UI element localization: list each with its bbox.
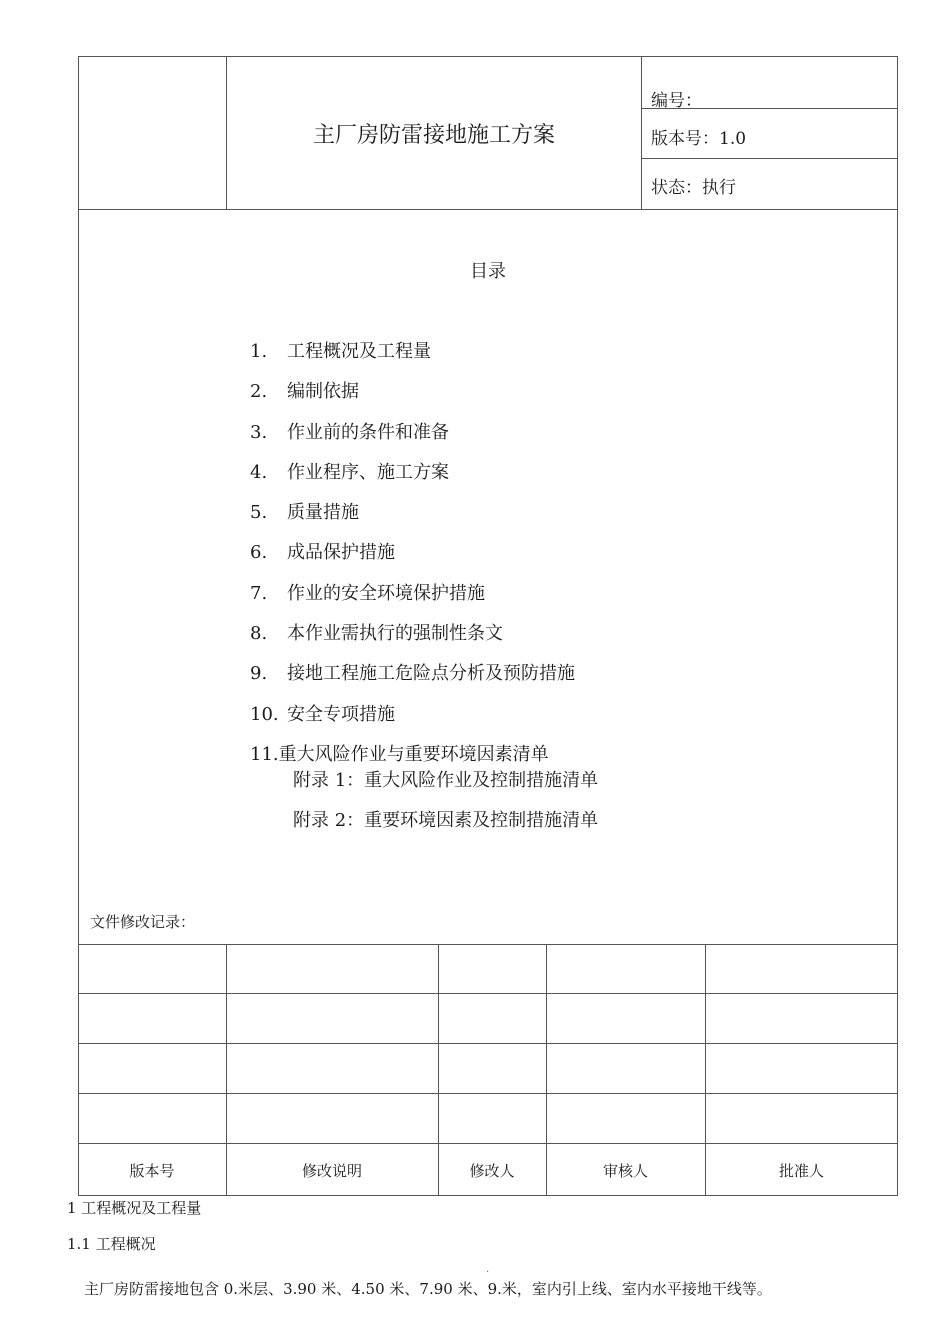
rev-hline-3 bbox=[78, 1093, 898, 1094]
header-vline-2 bbox=[641, 56, 642, 209]
toc-item bbox=[250, 337, 431, 363]
toc-item bbox=[250, 619, 503, 645]
toc-item-number: 7. bbox=[250, 583, 268, 604]
toc-item bbox=[250, 498, 359, 524]
frame-top bbox=[78, 56, 898, 57]
toc-item bbox=[250, 740, 549, 766]
toc-item-number: 10. bbox=[250, 704, 279, 725]
toc-item-number: 5. bbox=[250, 502, 268, 523]
section-paragraph: 主厂房防雷接地包含 0.米层、3.90 米、4.50 米、7.90 米、9.米，室内引上线、室内水平接地干线等。 bbox=[84, 1280, 772, 1298]
revision-col-modifier: 修改人 bbox=[469, 1162, 515, 1180]
rev-hline-1 bbox=[78, 993, 898, 994]
revision-col-description: 修改说明 bbox=[301, 1162, 362, 1180]
toc-item-text: 接地工程施工危险点分析及预防措施 bbox=[287, 663, 575, 684]
toc-appendix: 附录 1：重大风险作业及控制措施清单 bbox=[293, 770, 599, 791]
toc-item-text: 本作业需执行的强制性条文 bbox=[287, 623, 503, 644]
meta-hline-2 bbox=[641, 158, 898, 159]
revision-record-label: 文件修改记录： bbox=[90, 913, 196, 931]
toc-item bbox=[250, 659, 575, 685]
toc-item bbox=[250, 377, 359, 403]
frame-bottom bbox=[78, 1195, 898, 1196]
toc-item-text: 质量措施 bbox=[287, 502, 359, 523]
rev-vline-2 bbox=[438, 944, 439, 1195]
document-title: 主厂房防雷接地施工方案 bbox=[312, 123, 555, 148]
frame-right bbox=[897, 56, 898, 1196]
toc-title: 目录 bbox=[470, 261, 506, 282]
rev-vline-1 bbox=[226, 944, 227, 1195]
toc-item-text: 作业前的条件和准备 bbox=[287, 422, 449, 443]
toc-appendix: 附录 2：重要环境因素及控制措施清单 bbox=[293, 810, 599, 831]
toc-item bbox=[250, 579, 485, 605]
toc-item-number: 4. bbox=[250, 462, 268, 483]
toc-item-number: 3. bbox=[250, 422, 268, 443]
document-code-label: 编号： bbox=[651, 91, 702, 111]
version-label: 版本号：1.0 bbox=[651, 129, 747, 149]
revision-col-version: 版本号 bbox=[129, 1162, 175, 1180]
toc-item bbox=[250, 418, 449, 444]
rev-hline-4 bbox=[78, 1143, 898, 1144]
toc-item-text: 编制依据 bbox=[287, 381, 359, 402]
rev-vline-4 bbox=[705, 944, 706, 1195]
status-label: 状态：执行 bbox=[651, 178, 736, 198]
toc-item-text: 安全专项措施 bbox=[287, 704, 395, 725]
toc-item bbox=[250, 538, 395, 564]
toc-item-text: 工程概况及工程量 bbox=[287, 341, 431, 362]
rev-vline-3 bbox=[546, 944, 547, 1195]
rev-hline-2 bbox=[78, 1043, 898, 1044]
toc-item-text: 作业程序、施工方案 bbox=[287, 462, 449, 483]
toc-item-number: 6. bbox=[250, 542, 268, 563]
toc-item bbox=[250, 700, 395, 726]
stray-dot: . bbox=[486, 1264, 490, 1275]
toc-item-number: 9. bbox=[250, 663, 268, 684]
toc-item bbox=[250, 458, 449, 484]
toc-item-text: 成品保护措施 bbox=[287, 542, 395, 563]
toc-item-number: 1. bbox=[250, 341, 268, 362]
revision-col-reviewer: 审核人 bbox=[602, 1162, 648, 1180]
section-heading: 1 工程概况及工程量 bbox=[67, 1199, 202, 1217]
subsection-heading: 1.1 工程概况 bbox=[67, 1235, 156, 1253]
toc-item-text: 重大风险作业与重要环境因素清单 bbox=[278, 744, 549, 765]
toc-item-number: 11. bbox=[250, 744, 279, 765]
toc-item-number: 2. bbox=[250, 381, 268, 402]
toc-item-text: 作业的安全环境保护措施 bbox=[287, 583, 485, 604]
revision-col-approver: 批准人 bbox=[778, 1162, 824, 1180]
header-divider bbox=[78, 209, 898, 210]
toc-item-number: 8. bbox=[250, 623, 268, 644]
frame-left bbox=[78, 56, 79, 1196]
rev-hline-0 bbox=[78, 944, 898, 945]
